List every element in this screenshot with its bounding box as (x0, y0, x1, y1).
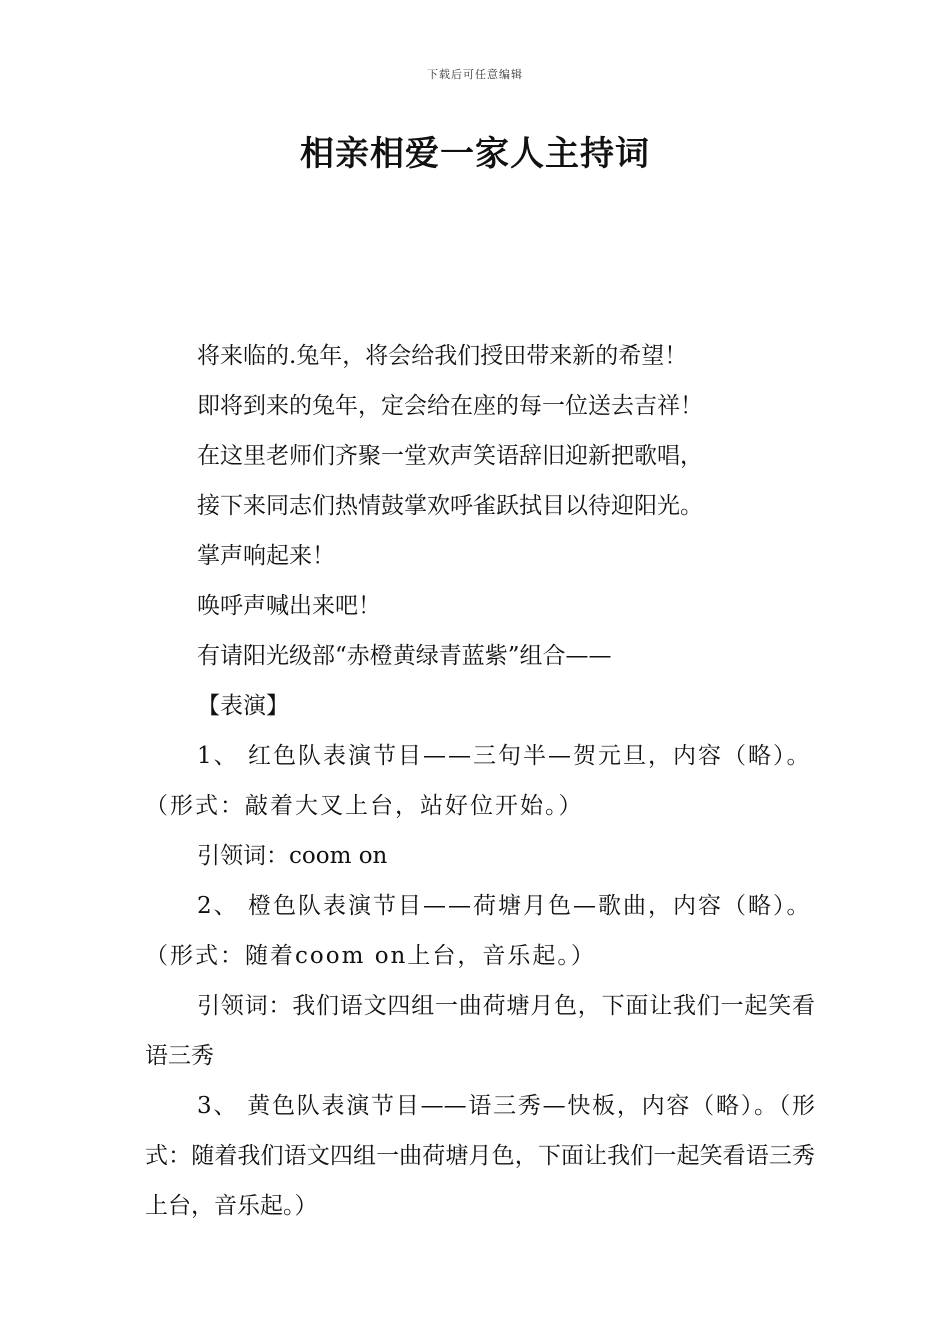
program-item-2: 2、 橙色队表演节目——荷塘月色—歌曲，内容（略）。（形式：随着coom on上台，音乐起。） (145, 893, 812, 969)
body-line: 接下来同志们热情鼓掌欢呼雀跃拭目以待迎阳光。 (197, 493, 703, 519)
program-item-3: 3、 黄色队表演节目——语三秀—快板，内容（略）。（形式：随着我们语文四组一曲荷塘月色，下面让我们一起笑看语三秀上台，音乐起。） (145, 1093, 815, 1219)
program-item-1: 1、 红色队表演节目——三句半—贺元旦，内容（略）。（形式：敲着大叉上台，站好位开始。） (145, 743, 812, 819)
section-heading-performance: 【表演】 (197, 693, 289, 719)
body-line: 即将到来的兔年，定会给在座的每一位送去吉祥！ (197, 393, 703, 419)
lead-words-2: 引领词：我们语文四组一曲荷塘月色，下面让我们一起笑看语三秀 (145, 993, 815, 1069)
body-line: 唤呼声喊出来吧！ (197, 593, 381, 619)
body-line: 将来临的.兔年，将会给我们授田带来新的希望！ (197, 343, 688, 369)
body-line: 有请阳光级部“赤橙黄绿青蓝紫”组合—— (197, 643, 612, 669)
document-title: 相亲相爱一家人主持词 (300, 134, 650, 174)
body-line: 在这里老师们齐聚一堂欢声笑语辞旧迎新把歌唱， (197, 443, 703, 469)
document-body (145, 331, 815, 1231)
header-note: 下载后可任意编辑 (427, 68, 523, 81)
body-line: 掌声响起来！ (197, 543, 335, 569)
lead-words-1: 引领词：coom on (197, 843, 388, 869)
